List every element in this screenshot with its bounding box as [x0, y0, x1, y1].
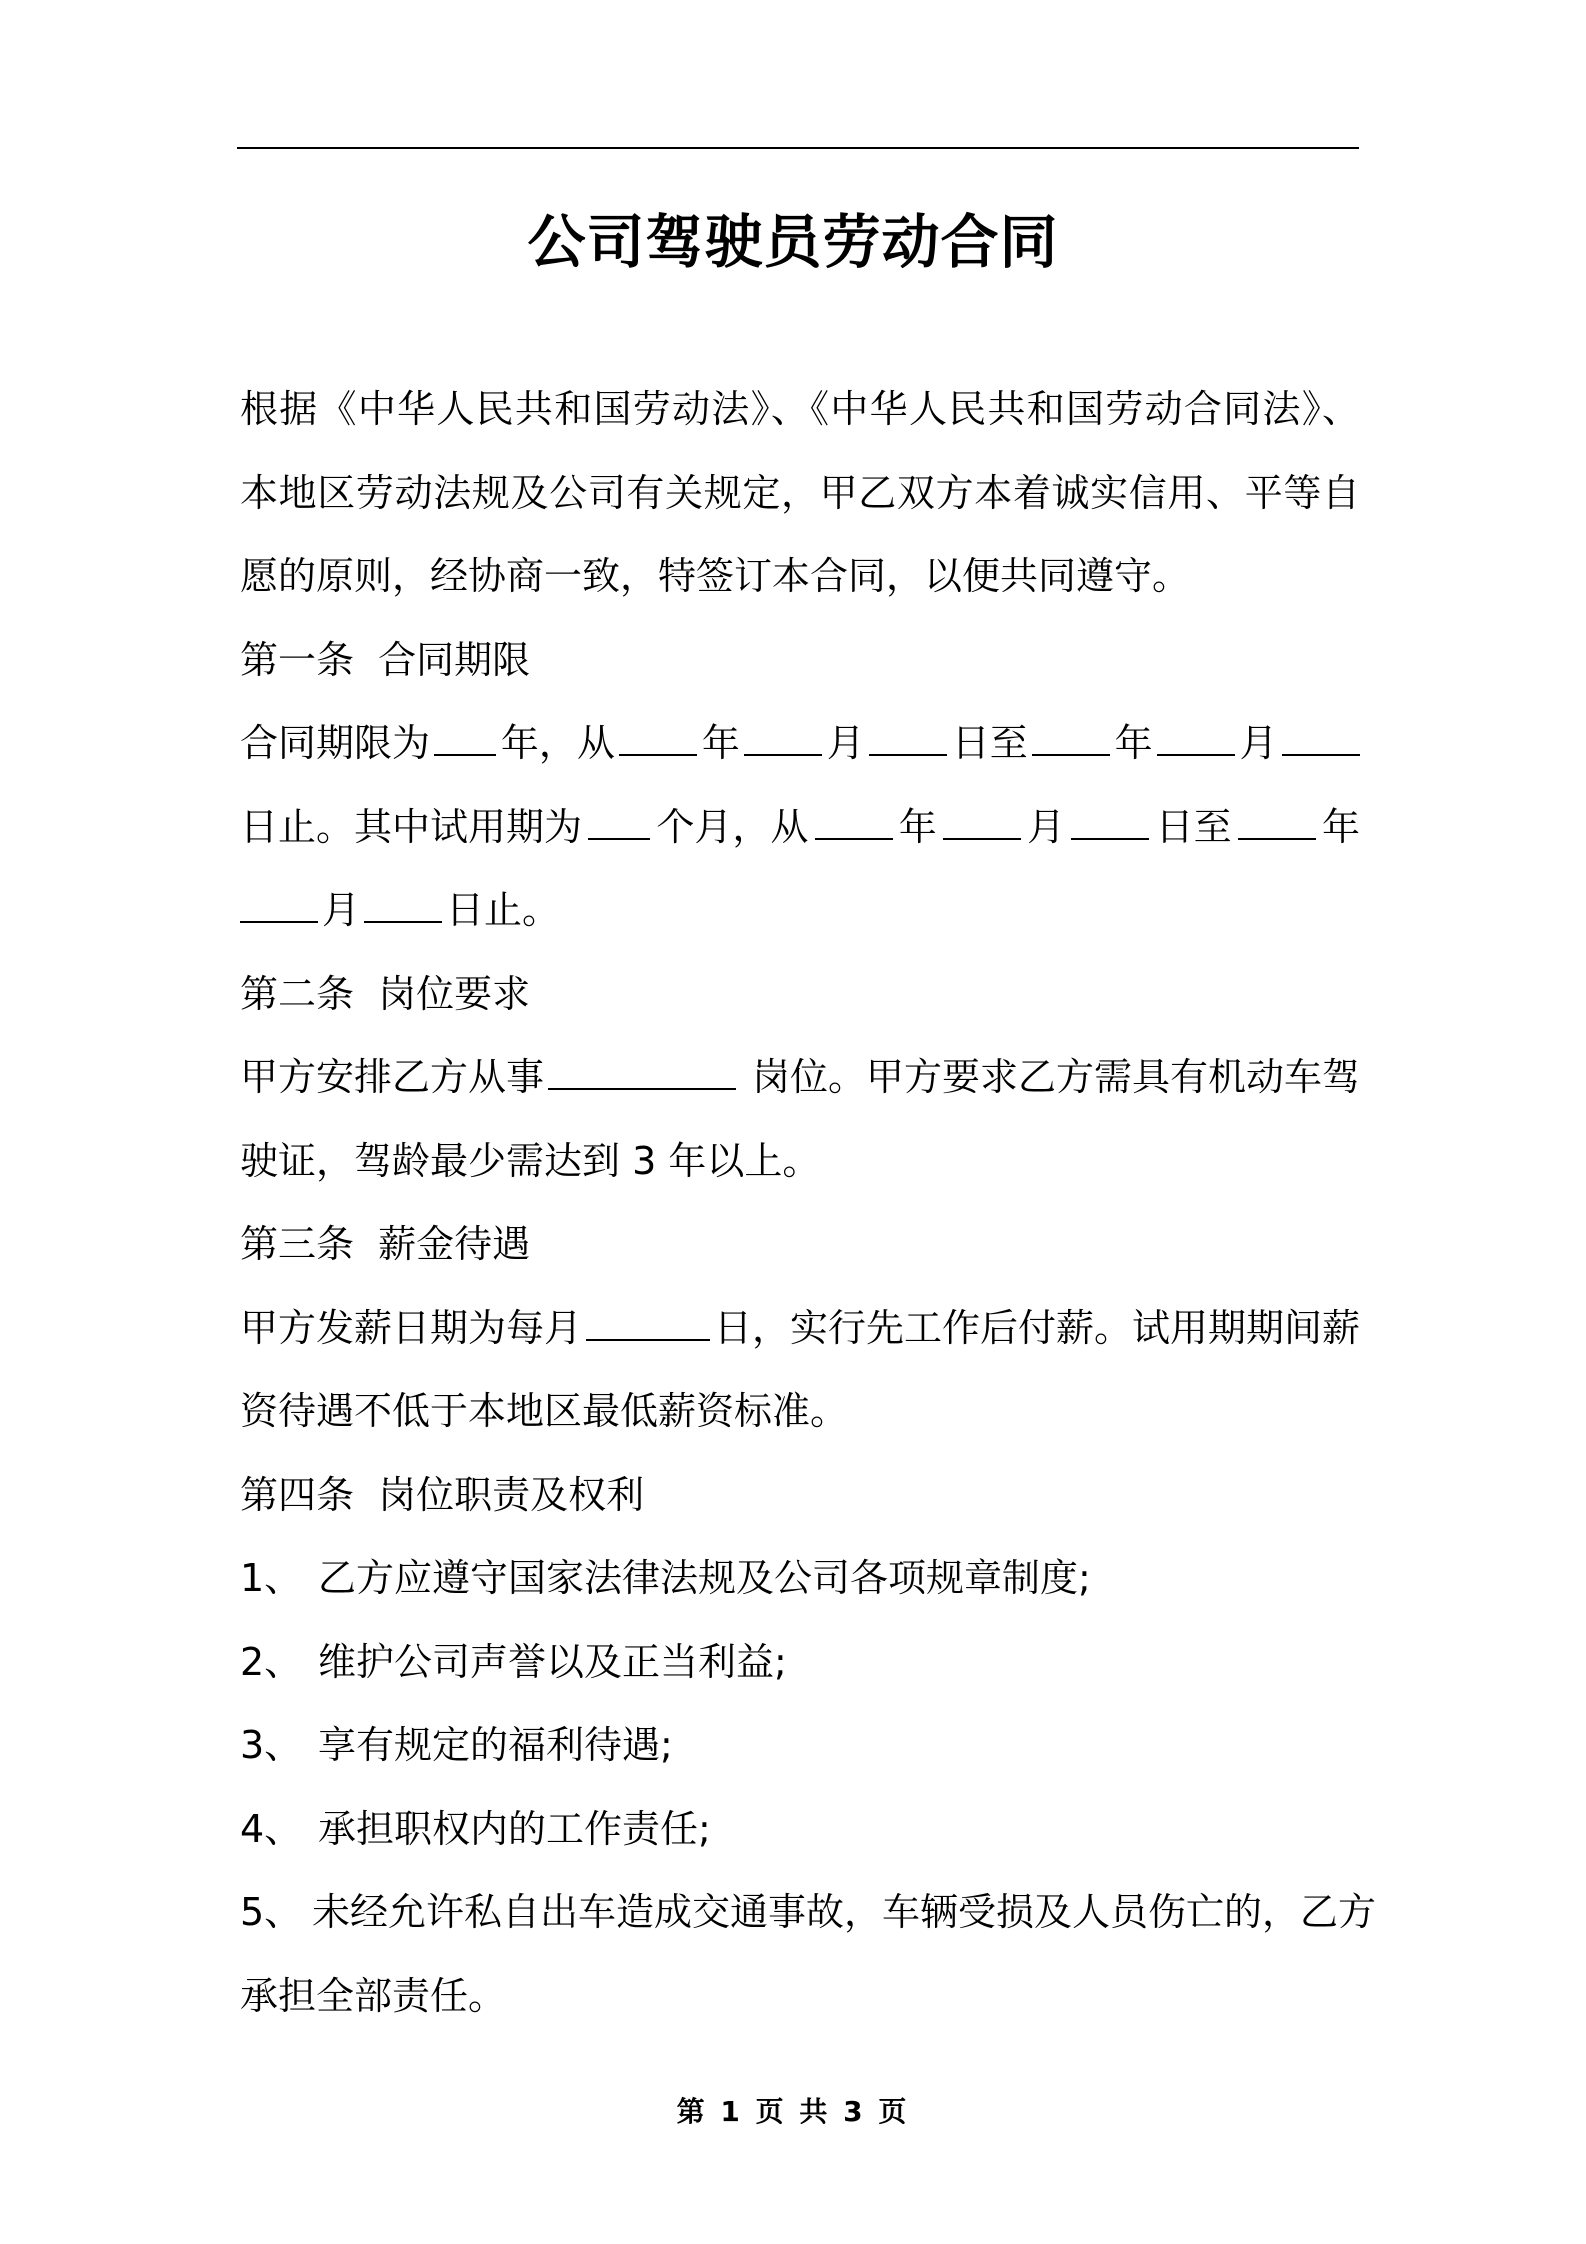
article-3-line-2: 资待遇不低于本地区最低薪资标准。	[240, 1389, 849, 1433]
text-segment: 年	[898, 804, 937, 849]
article-1-line-2	[240, 786, 1360, 870]
article-1-line-1	[240, 702, 1360, 786]
list-text: 承担职权内的工作责任;	[318, 1806, 711, 1851]
blank-field[interactable]	[588, 800, 650, 840]
blank-field[interactable]	[586, 1301, 710, 1341]
list-number: 5、	[240, 1890, 303, 1934]
article-3-heading: 第三条 薪金待遇	[240, 1222, 531, 1266]
text-segment: 日，实行先工作后付薪。试用期期间薪	[713, 1305, 1360, 1350]
text-segment: 年	[1114, 721, 1153, 765]
article-4-heading: 第四条 岗位职责及权利	[240, 1472, 645, 1517]
text-segment: 日至	[1155, 804, 1232, 849]
list-text: 乙方应遵守国家法律法规及公司各项规章制度;	[318, 1556, 1091, 1600]
blank-field[interactable]	[943, 800, 1021, 840]
text-segment: 年	[1321, 804, 1360, 849]
list-item	[240, 1871, 1377, 1955]
article-1-line-3	[240, 869, 1360, 953]
blank-field[interactable]	[869, 716, 947, 756]
article-2-heading: 第二条 岗位要求	[240, 971, 531, 1016]
text-segment: 年，从	[500, 721, 615, 765]
list-item	[240, 1704, 1360, 1788]
blank-field[interactable]	[1032, 716, 1110, 756]
blank-field[interactable]	[619, 716, 697, 756]
text-segment: 日至	[951, 721, 1028, 765]
list-number: 2、	[240, 1639, 303, 1684]
list-number: 3、	[240, 1723, 303, 1767]
text-segment: 月	[1027, 804, 1066, 849]
text-segment: 月	[322, 888, 361, 932]
article-2-line-2: 驶证，驾龄最少需达到 3 年以上。	[240, 1138, 821, 1183]
text-segment: 甲方发薪日期为每月	[240, 1305, 583, 1350]
document-title: 公司驾驶员劳动合同	[527, 208, 1059, 276]
text-segment: 个月，从	[656, 804, 809, 849]
page-footer: 第 1 页 共 3 页	[676, 2095, 910, 2128]
text-segment: 日止。	[446, 888, 561, 932]
blank-field[interactable]	[548, 1050, 736, 1090]
blank-field[interactable]	[1238, 800, 1316, 840]
list-text: 维护公司声誉以及正当利益;	[318, 1639, 787, 1684]
blank-field[interactable]	[1157, 716, 1235, 756]
article-1-heading: 第一条 合同期限	[240, 637, 531, 682]
list-number: 4、	[240, 1806, 303, 1851]
list-item	[240, 1621, 1360, 1705]
blank-field[interactable]	[1282, 716, 1360, 756]
blank-field[interactable]	[1071, 800, 1149, 840]
list-number: 1、	[240, 1556, 303, 1600]
header-rule	[237, 147, 1359, 149]
intro-paragraph: 根据《中华人民共和国劳动法》、《中华人民共和国劳动合同法》、本地区劳动法规及公司有关规定，甲乙双方本着诚实信用、平等自愿的原则，经协商一致，特签订本合同，以便共同遵守。	[240, 387, 1360, 598]
blank-field[interactable]	[240, 883, 318, 923]
text-segment: 年	[701, 721, 740, 765]
text-segment: 甲方安排乙方从事	[240, 1055, 545, 1099]
list-item	[240, 1788, 1360, 1872]
text-segment: 月	[826, 721, 865, 765]
list-text: 享有规定的福利待遇;	[318, 1723, 673, 1767]
article-2-line-1	[240, 1036, 1360, 1120]
text-segment: 岗位。甲方要求乙方需具有机动车驾	[739, 1055, 1360, 1099]
list-text: 未经允许私自出车造成交通事故，车辆受损及人员伤亡的，乙方	[312, 1890, 1377, 1934]
blank-field[interactable]	[744, 716, 822, 756]
text-segment: 月	[1239, 721, 1278, 765]
text-segment: 合同期限为	[240, 721, 431, 765]
document-body	[240, 368, 1377, 2038]
article-3-line-1	[240, 1287, 1360, 1371]
list-item-continuation: 承担全部责任。	[240, 1973, 507, 2018]
list-item	[240, 1537, 1360, 1621]
blank-field[interactable]	[364, 883, 442, 923]
blank-field[interactable]	[434, 716, 496, 756]
text-segment: 日止。其中试用期为	[240, 804, 583, 849]
blank-field[interactable]	[815, 800, 893, 840]
